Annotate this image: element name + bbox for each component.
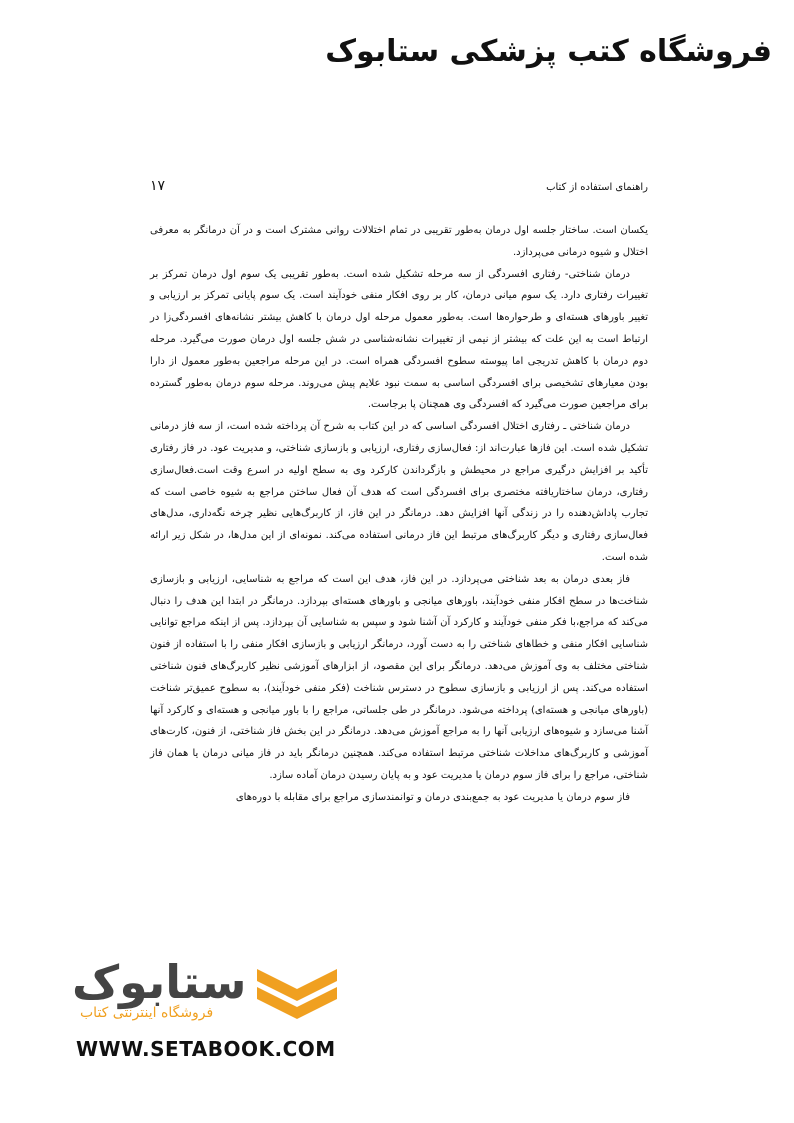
paragraph: فاز بعدی درمان به بعد شناختی می‌پردازد. در این فاز، هدف این است که مراجع به شناسایی، ارزیابی و بازسازی شناخت‌ها در سطح افکار منفی خودآیند، باورهای میانجی و باورهای هسته‌ای بپردازد. درمانگر در ابتدا این هدف را دنبال می‌کند که مراجع،با فکر منفی خودآیند و کارکرد آن آشنا شود و سپس به شناسایی آن بپردازد. پس از اینکه مراجع توانایی شناسایی افکار منفی و خطاهای شناختی را به دست آورد، درمانگر ارزیابی و بازسازی افکار منفی را با استفاده از فنون شناختی مختلف به وی آموزش می‌دهد. درمانگر برای این مقصود، از ابزارهای آموزشی نظیر کاربرگ‌های فنون شناختی استفاده می‌کند. پس از ارزیابی و بازسازی سطوح در دسترس شناخت (فکر منفی خودآیند)، به سطوح عمیق‌تر شناخت (باورهای میانجی و هسته‌ای) پرداخته می‌شود. درمانگر در طی جلساتی، مراجع را با باور میانجی و هسته‌ای و کارکرد آنها آشنا می‌سازد و شیوه‌های ارزیابی آنها را به مراجع آموزش می‌دهد. درمانگر در این بخش فاز شناختی، از فنون، کارت‌های آموزشی و کاربرگ‌های مداخلات شناختی مرتبط استفاده می‌کند. همچنین درمانگر باید در فاز میانی درمان یا همان فاز شناختی، مراجع را برای فاز سوم درمان یا مدیریت عود و به پایان رسیدن درمان آماده سازد. [150,573,648,781]
setabook-logo [62,955,352,1065]
logo-wordmark: ستابوک [72,955,247,1009]
page-number: ۱۷ [150,178,166,194]
running-head-title: راهنمای استفاده از کتاب [546,182,648,193]
store-banner-title: فروشگاه کتب پزشکی ستابوک [325,34,772,69]
logo-tagline: فروشگاه اینترنتی کتاب [80,1005,214,1021]
paragraph: فاز سوم درمان یا مدیریت عود به جمع‌بندی درمان و توانمندسازی مراجع برای مقابله با دوره‌های [235,791,630,803]
paragraph: درمان شناختی- رفتاری افسردگی از سه مرحله تشکیل شده است. به‌طور تقریبی یک سوم اول درمان تمرکز بر تغییرات رفتاری دارد. یک سوم میانی درمان، کار بر روی افکار منفی خودآیند است. یک سوم پایانی تمرکز بر ارزیابی و تغییر باورهای هسته‌ای و طرحواره‌ها است. به‌طور معمول مرحله اول درمان با کاهش بیشتر نشانه‌های افسردگی‌زا در ارتباط است به این علت که بیشتر از نیمی از تغییرات نشانه‌شناسی در شش جلسه اول درمان صورت می‌گیرد. مرحله دوم درمان با کاهش تدریجی اما پیوسته سطوح افسردگی همراه است. در این مرحله مراجعین به‌طور معمول از دارا بودن معیارهای تشخیصی برای افسردگی اساسی به سمت نبود علایم پیش می‌روند. مرحله سوم درمان به‌طور گسترده برای مراجعین صورت می‌گیرد که افسردگی وی همچنان پا برجاست. [150,268,648,411]
paragraph: یکسان است. ساختار جلسه اول درمان به‌طور تقریبی در تمام اختلالات روانی مشترک است و در آن درمانگر به معرفی اختلال و شیوه درمانی می‌پردازد. [150,225,648,258]
book-stack-icon [257,959,337,1025]
running-head [150,178,648,198]
logo-url: WWW.SETABOOK.COM [76,1037,336,1061]
paragraph: درمان شناختی ـ رفتاری اختلال افسردگی اساسی که در این کتاب به شرح آن پرداخته شده است، از سه فاز درمانی تشکیل شده است. این فازها عبارت‌اند از: فعال‌سازی رفتاری، ارزیابی و بازسازی شناختی، و مدیریت عود. در فاز رفتاری تأکید بر افزایش درگیری مراجع در محیطش و بازگرداندن کارکرد وی به سطح اولیه در اسرع وقت است.فعال‌سازی رفتاری، درمان ساختاریافته مختصری برای افسردگی است که هدف آن فعال ساختن مراجع به شیوه خاصی است که تجارب پاداش‌دهنده را در زندگی آنها افزایش دهد. درمانگر در این فاز، از کاربرگ‌هایی نظیر چرخه نگه‌داری، مدل‌های فعال‌سازی رفتاری و دیگر کاربرگ‌های مرتبط این فاز درمانی استفاده می‌کند. نمونه‌ای از این مدل‌ها، در شکل زیر ارائه شده است. [150,421,648,563]
body-text [150,220,648,809]
